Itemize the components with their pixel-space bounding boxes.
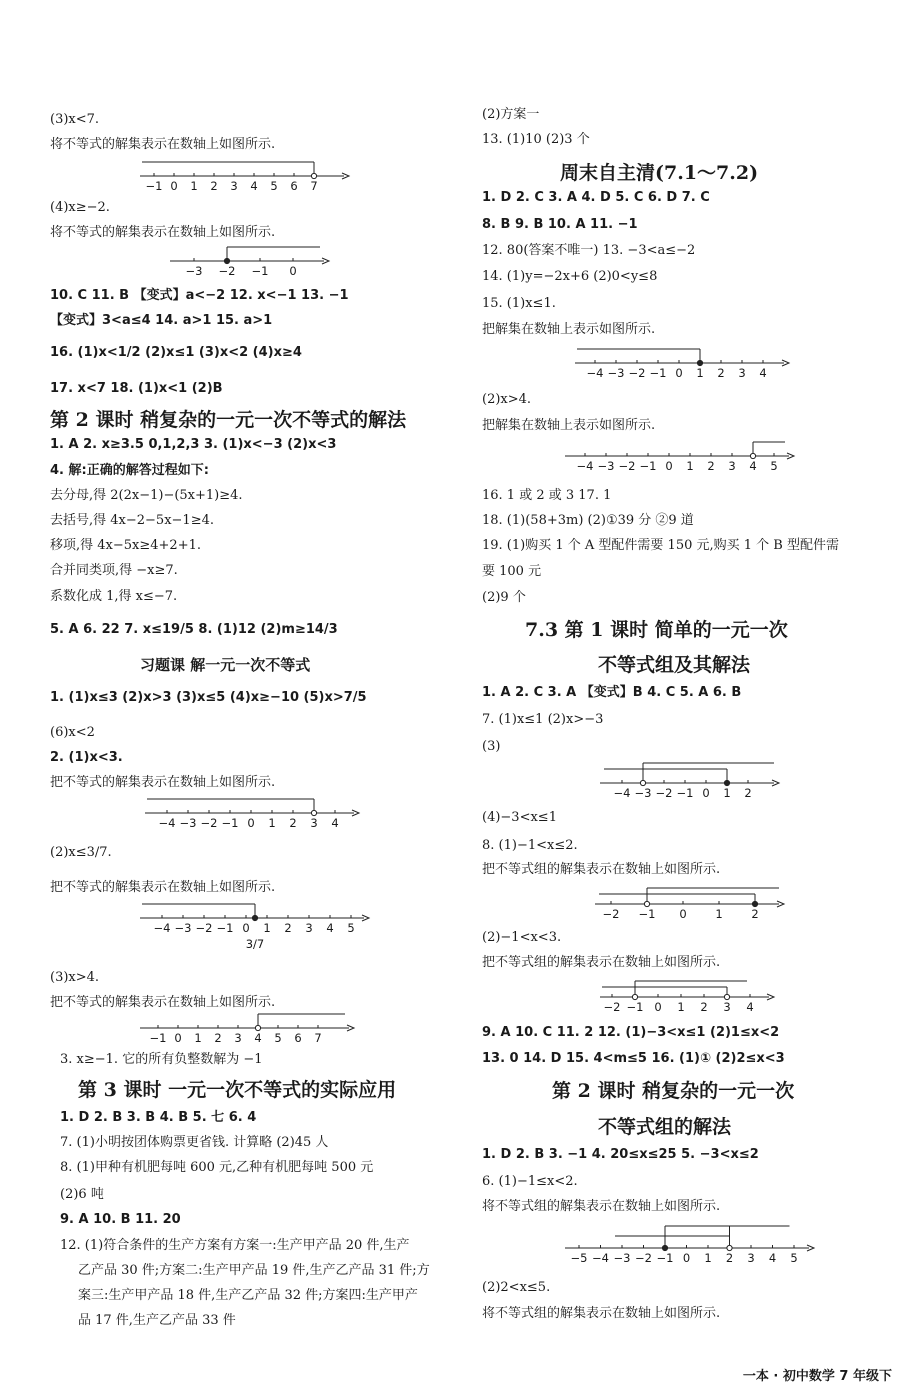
tick-label: 0: [654, 1000, 662, 1014]
answer-line: 3. x≥−1. 它的所有负整数解为 −1: [60, 1052, 263, 1067]
section-heading: 第 3 课时 一元一次不等式的实际应用: [78, 1079, 397, 1101]
tick-label: 3: [305, 921, 313, 935]
answer-line: 15. (1)x≤1.: [482, 296, 556, 311]
closed-point: [724, 780, 729, 785]
answer-line: 【变式】3<a≤4 14. a>1 15. a>1: [50, 313, 273, 328]
closed-point: [697, 360, 702, 365]
number-line: [600, 975, 775, 1015]
answer-line: (2)6 吨: [60, 1187, 104, 1202]
answer-line: 16. (1)x<1/2 (2)x≤1 (3)x<2 (4)x≥4: [50, 345, 302, 360]
tick-label: −4: [592, 1251, 609, 1265]
closed-point: [224, 258, 229, 263]
answer-line: 去分母,得 2(2x−1)−(5x+1)≥4.: [50, 488, 243, 503]
answer-line: 8. (1)−1<x≤2.: [482, 838, 578, 853]
tick-label: 4: [746, 1000, 754, 1014]
tick-label: −2: [200, 816, 218, 830]
tick-label: −3: [185, 264, 203, 278]
answer-line: 案三:生产甲产品 18 件,生产乙产品 32 件;方案四:生产甲产: [78, 1288, 418, 1303]
tick-label: 1: [704, 1251, 712, 1265]
tick-label: −4: [158, 816, 176, 830]
tick-label: −5: [570, 1251, 588, 1265]
answer-line: 4. 解:正确的解答过程如下:: [50, 463, 209, 478]
open-point: [640, 780, 645, 785]
open-point: [727, 1245, 732, 1250]
tick-label: 0: [679, 907, 687, 921]
closed-point: [752, 901, 757, 906]
answer-line: 13. 0 14. D 15. 4<m≤5 16. (1)① (2)2≤x<3: [482, 1051, 785, 1066]
tick-label: 5: [274, 1031, 282, 1045]
tick-label: −3: [174, 921, 192, 935]
tick-label: 6: [294, 1031, 302, 1045]
tick-label: 7: [314, 1031, 322, 1045]
tick-label: −2: [635, 1251, 652, 1265]
tick-label: −1: [216, 921, 234, 935]
tick-label: 2: [289, 816, 297, 830]
answer-line: 1. D 2. B 3. −1 4. 20≤x≤25 5. −3<x≤2: [482, 1147, 759, 1162]
section-heading: 第 2 课时 稍复杂的一元一次: [552, 1080, 795, 1102]
answer-line: 5. A 6. 22 7. x≤19/5 8. (1)12 (2)m≥14/3: [50, 622, 338, 637]
tick-label: 4: [768, 1251, 777, 1265]
answer-line: (2)2<x≤5.: [482, 1280, 551, 1295]
answer-line: 6. (1)−1≤x<2.: [482, 1174, 578, 1189]
tick-label: 0: [170, 179, 178, 193]
section-heading: 不等式组及其解法: [598, 654, 751, 676]
tick-label: −3: [607, 366, 625, 380]
answer-line: (3)x>4.: [50, 970, 100, 985]
tick-label: −3: [597, 459, 615, 473]
number-line: [140, 158, 350, 192]
answer-line: 1. A 2. C 3. A 【变式】B 4. C 5. A 6. B: [482, 685, 742, 700]
tick-label: 3: [747, 1251, 755, 1265]
answer-line: 将不等式组的解集表示在数轴上如图所示.: [482, 1306, 721, 1321]
section-heading: 第 2 课时 稍复杂的一元一次不等式的解法: [50, 409, 407, 431]
answer-line: 要 100 元: [482, 564, 542, 579]
answer-line: 8. (1)甲种有机肥每吨 600 元,乙种有机肥每吨 500 元: [60, 1160, 374, 1175]
tick-label: 1: [268, 816, 276, 830]
answer-line: 合并同类项,得 −x≥7.: [50, 563, 178, 578]
number-line: [140, 1010, 355, 1044]
tick-label: −3: [634, 786, 652, 800]
tick-label: −4: [586, 366, 604, 380]
tick-label: −2: [195, 921, 213, 935]
closed-point: [252, 915, 257, 920]
number-line: [595, 882, 785, 922]
answer-line: 将不等式的解集表示在数轴上如图所示.: [50, 137, 276, 152]
answer-line: (4)−3<x≤1: [482, 810, 557, 825]
open-point: [750, 453, 755, 458]
section-heading: 不等式组的解法: [598, 1116, 732, 1138]
tick-label: 1: [194, 1031, 202, 1045]
number-line: [170, 243, 330, 277]
tick-label: 1: [677, 1000, 685, 1014]
tick-label: 0: [665, 459, 673, 473]
answer-line: 17. x<7 18. (1)x<1 (2)B: [50, 381, 223, 396]
answer-line: (2)x≤3/7.: [50, 845, 112, 860]
section-heading: 习题课 解一元一次不等式: [140, 656, 311, 674]
answer-line: 13. (1)10 (2)3 个: [482, 132, 590, 147]
tick-label: 6: [290, 179, 298, 193]
answer-line: 12. 80(答案不唯一) 13. −3<a≤−2: [482, 243, 696, 258]
tick-label: −1: [676, 786, 694, 800]
answer-line: 7. (1)x≤1 (2)x>−3: [482, 712, 604, 727]
open-point: [311, 810, 316, 815]
tick-label: 5: [770, 459, 778, 473]
open-point: [255, 1025, 260, 1030]
answer-line: (3): [482, 739, 501, 754]
tick-label: 4: [326, 921, 334, 935]
answer-line: 14. (1)y=−2x+6 (2)0<y≤8: [482, 269, 658, 284]
page-footer: 一本 · 初中数学 7 年级下: [742, 1369, 892, 1384]
tick-label: 0: [174, 1031, 182, 1045]
tick-label: 3: [310, 816, 318, 830]
tick-label: 2: [707, 459, 715, 473]
tick-label: 4: [759, 366, 767, 380]
tick-label: 2: [751, 907, 759, 921]
answer-line: (6)x<2: [50, 725, 95, 740]
fraction-label: 3/7: [245, 937, 265, 951]
tick-label: 2: [284, 921, 292, 935]
answer-line: 7. (1)小明按团体购票更省钱. 计算略 (2)45 人: [60, 1135, 329, 1150]
answer-line: 9. A 10. C 11. 2 12. (1)−3<x≤1 (2)1≤x<2: [482, 1025, 780, 1040]
tick-label: −2: [602, 907, 620, 921]
closed-point: [662, 1245, 667, 1250]
answer-line: 1. D 2. C 3. A 4. D 5. C 6. D 7. C: [482, 190, 710, 205]
answer-line: 1. A 2. x≥3.5 0,1,2,3 3. (1)x<−3 (2)x<3: [50, 437, 337, 452]
tick-label: 2: [717, 366, 725, 380]
answer-line: 去括号,得 4x−2−5x−1≥4.: [50, 513, 214, 528]
answer-line: 19. (1)购买 1 个 A 型配件需要 150 元,购买 1 个 B 型配件需: [482, 538, 839, 553]
tick-label: 0: [675, 366, 683, 380]
tick-label: −1: [639, 459, 657, 473]
answer-line: 移项,得 4x−5x≥4+2+1.: [50, 538, 201, 553]
tick-label: 0: [289, 264, 297, 278]
tick-label: 4: [749, 459, 757, 473]
answer-line: 1. (1)x≤3 (2)x>3 (3)x≤5 (4)x≥−10 (5)x>7/5: [50, 690, 367, 705]
answer-line: 系数化成 1,得 x≤−7.: [50, 589, 178, 604]
tick-label: 1: [190, 179, 198, 193]
tick-label: 2: [725, 1251, 734, 1265]
answer-line: 1. D 2. B 3. B 4. B 5. 七 6. 4: [60, 1110, 257, 1125]
open-point: [632, 994, 637, 999]
answer-line: 把不等式的解集表示在数轴上如图所示.: [50, 775, 276, 790]
tick-label: −2: [218, 264, 236, 278]
answer-line: (2)9 个: [482, 590, 526, 605]
answer-line: 16. 1 或 2 或 3 17. 1: [482, 488, 612, 503]
number-line: [565, 1220, 815, 1268]
tick-label: −2: [603, 1000, 621, 1014]
tick-label: 0: [242, 921, 250, 935]
tick-label: −2: [628, 366, 646, 380]
tick-label: 1: [263, 921, 271, 935]
tick-label: 0: [702, 786, 710, 800]
tick-label: −1: [649, 366, 667, 380]
tick-label: −1: [638, 907, 656, 921]
answer-line: 18. (1)(58+3m) (2)①39 分 ②9 道: [482, 513, 694, 528]
tick-label: −1: [149, 1031, 167, 1045]
tick-label: 3: [738, 366, 746, 380]
number-line: [145, 795, 360, 829]
tick-label: 2: [210, 179, 218, 193]
tick-label: 1: [696, 366, 704, 380]
tick-label: 1: [686, 459, 694, 473]
tick-label: 2: [214, 1031, 222, 1045]
answer-line: 品 17 件,生产乙产品 33 件: [78, 1313, 236, 1328]
tick-label: −2: [618, 459, 636, 473]
tick-label: 4: [331, 816, 339, 830]
number-line: [565, 438, 795, 472]
answer-line: (3)x<7.: [50, 112, 100, 127]
answer-line: (2)方案一: [482, 107, 540, 122]
tick-label: 4: [254, 1031, 262, 1045]
tick-label: 3: [728, 459, 736, 473]
tick-label: 7: [310, 179, 318, 193]
open-point: [724, 994, 729, 999]
number-line: [600, 755, 780, 803]
answer-line: (2)−1<x<3.: [482, 930, 562, 945]
tick-label: −4: [613, 786, 631, 800]
answer-line: 把不等式组的解集表示在数轴上如图所示.: [482, 955, 721, 970]
tick-label: 3: [234, 1031, 242, 1045]
tick-label: 4: [250, 179, 258, 193]
tick-label: −1: [656, 1251, 674, 1265]
tick-label: 3: [230, 179, 238, 193]
tick-label: 0: [682, 1251, 691, 1265]
answer-line: 9. A 10. B 11. 20: [60, 1212, 181, 1227]
tick-label: −1: [251, 264, 269, 278]
tick-label: 5: [270, 179, 278, 193]
tick-label: −4: [153, 921, 171, 935]
number-line: [140, 900, 370, 960]
open-point: [311, 173, 316, 178]
answer-line: 乙产品 30 件;方案二:生产甲产品 19 件,生产乙产品 31 件;方: [78, 1263, 430, 1278]
answer-line: 把解集在数轴上表示如图所示.: [482, 322, 656, 337]
section-heading: 周末自主清(7.1～7.2): [560, 162, 759, 184]
answer-line: 把解集在数轴上表示如图所示.: [482, 418, 656, 433]
answer-line: 把不等式的解集表示在数轴上如图所示.: [50, 995, 276, 1010]
tick-label: 3: [723, 1000, 731, 1014]
tick-label: 1: [715, 907, 723, 921]
tick-label: 1: [723, 786, 731, 800]
tick-label: 5: [790, 1251, 798, 1265]
tick-label: 2: [744, 786, 752, 800]
tick-label: −4: [576, 459, 594, 473]
tick-label: −1: [221, 816, 239, 830]
answer-line: 12. (1)符合条件的生产方案有方案一:生产甲产品 20 件,生产: [60, 1238, 410, 1253]
number-line: [575, 345, 790, 379]
answer-line: 把不等式的解集表示在数轴上如图所示.: [50, 880, 276, 895]
tick-label: 2: [700, 1000, 708, 1014]
tick-label: −2: [655, 786, 673, 800]
answer-line: 2. (1)x<3.: [50, 750, 123, 765]
tick-label: −1: [626, 1000, 644, 1014]
answer-line: (2)x>4.: [482, 392, 532, 407]
answer-line: 把不等式组的解集表示在数轴上如图所示.: [482, 862, 721, 877]
tick-label: 0: [247, 816, 255, 830]
answer-line: 8. B 9. B 10. A 11. −1: [482, 217, 638, 232]
open-point: [644, 901, 649, 906]
answer-line: 10. C 11. B 【变式】a<−2 12. x<−1 13. −1: [50, 288, 349, 303]
tick-label: −3: [613, 1251, 631, 1265]
tick-label: 5: [347, 921, 355, 935]
section-heading: 7.3 第 1 课时 简单的一元一次: [525, 619, 788, 641]
answer-line: (4)x≥−2.: [50, 200, 110, 215]
answer-line: 将不等式的解集表示在数轴上如图所示.: [50, 225, 276, 240]
tick-label: −3: [179, 816, 197, 830]
answer-line: 将不等式组的解集表示在数轴上如图所示.: [482, 1199, 721, 1214]
tick-label: −1: [145, 179, 163, 193]
